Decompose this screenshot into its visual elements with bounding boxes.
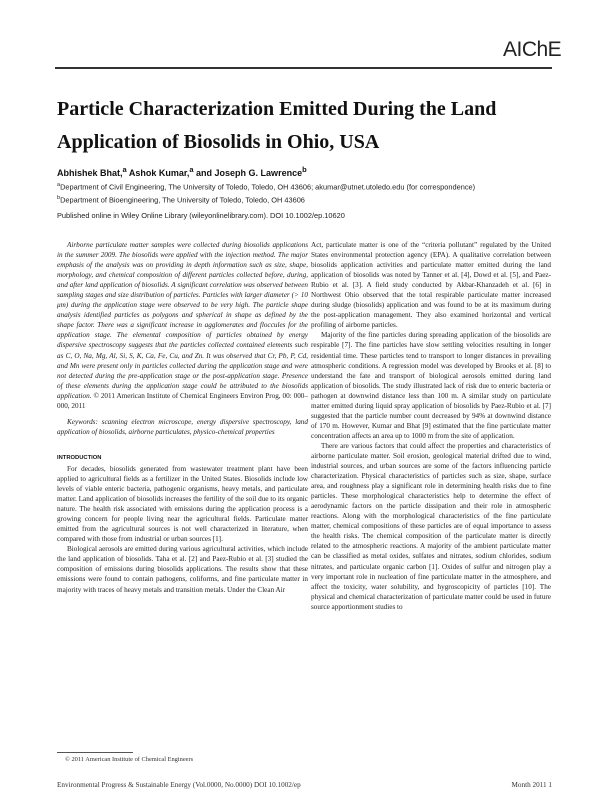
body-paragraph-1: Act, particulate matter is one of the “criteria pollutant” regulated by the United States environmental protection agency (EPA). A qualitative correlation between biosolids application activities and particulate matter emitted during the land application of biosolids was noted by Tanner et al. [4], Dowd et al. [5], and Paez-Rubio et al. [3]. A field study conducted by Akbar-Khanzadeh et al. [6] in Northwest Ohio observed that the total respirable particulate matter increased during sludge (biosolids) application and was found to be at its maximum during the post-application management. They also examined horizontal and vertical profiling of airborne particles. (311, 241, 551, 330)
author-name: and Joseph G. Lawrence (193, 168, 303, 178)
affiliation-a (57, 180, 475, 192)
intro-paragraph-2: Biological aerosols are emitted during various agricultural activities, which include the land application of biosolids. Taha et al. [2] and Paez-Rubio et al. [3] studied the composition of emissions during biosolids applications. The results show that these emissions were found to contain pathogens, coliforms, and fine particulate matter in majority with traces of heavy metals and transition metals. Under the Clean Air (57, 545, 308, 594)
body-paragraph-2: Majority of the fine particles during spreading application of the biosolids are respirable [7]. The fine particles have slow settling velocities resulting in longer residential time. These particles tend to transport to longer distances in prevailing atmospheric conditions. A regression model was developed by Brooks et al. [8] to understand the fate and transport of biological aerosols emitted during land application of biosolids. The study illustrated lack of risk due to enteric bacteria or pathogen at downwind distance less than 100 m. A similar study on particulate matter emitted during liquid spray application of biosolids by Paez-Rubio et al. [7] suggested that the particle number count decreased by 94% at downwind distance of 170 m. However, Kumar and Bhat [9] estimated that the fine particulate matter concentration affects an area up to 1000 m from the site of application. (311, 331, 551, 440)
aiche-logo: AIChE (503, 38, 562, 61)
body-paragraph-3: There are various factors that could affect the properties and characteristics of airborne particulate matter. Soil erosion, geological material drifted due to wind, industrial sources, and urban sources are some of the factors influencing particle characterization. Physical characteristics of particles such as size, shape, surface area, and roughness play a significant role in determining health risks due to fine particles. These morphological characteristics help to determine the effect of aerodynamic factors on the particle dissipation and their role in atmospheric reactions. Along with the morphological characteristics of the fine particulate matter, chemical compositions of these particles are of equal importance to assess the health risks. The chemical composition of the particulate matter is directly related to the atmospheric reactions. A majority of the ambient particulate matter can be classified as metal oxides, sulfates and nitrates, sodium chlorides, sodium nitrates, and particulate organic carbon [1]. Oxides of sulfur and nitrogen play a very important role in nucleation of fine particulate matter in the atmosphere, and affect the toxicity, water solubility, and hygroscopicity of particles [10]. The physical and chemical characterization of particulate matter could be used in future source apportionment studies to (311, 441, 551, 611)
page-number: Month 2011 1 (511, 781, 552, 789)
article-title: Particle Characterization Emitted During the Land Application of Biosolids in Ohio, USA (57, 98, 497, 153)
author-sup: a (122, 165, 127, 174)
author-name: Ashok Kumar, (126, 168, 190, 178)
author-sup: a (189, 165, 194, 174)
author-name: Abhishek Bhat, (57, 168, 123, 178)
author-sup: b (302, 165, 307, 174)
journal-footer: Environmental Progress & Sustainable Energy (Vol.0000, No.0000) DOI 10.1002/ep (57, 781, 301, 789)
header-rule (55, 67, 552, 69)
right-column (311, 240, 551, 612)
affiliation-sup: b (57, 195, 61, 201)
author-list (57, 165, 307, 178)
copyright-footnote: © 2011 American Institute of Chemical Engineers (65, 756, 194, 763)
affiliation-text: Department of Bioengineering, The University of Toledo, Toledo, OH 43606 (60, 195, 305, 205)
abstract (57, 240, 308, 411)
affiliation-sup: a (57, 182, 61, 188)
left-column (57, 240, 308, 595)
publication-info: Published online in Wiley Online Library (wileyonlinelibrary.com). DOI 10.1002/ep.10620 (57, 211, 345, 220)
keywords: Keywords: scanning electron microscope, energy dispersive spectroscopy, land application of biosolids, airborne particulates, physico-chemical properties (57, 417, 308, 436)
intro-paragraph-1: For decades, biosolids generated from wastewater treatment plant have been applied to agricultural fields as a fertilizer in the United States. Biosolids include low levels of viable enteric bacteria, pathogenic organisms, heavy metals, and particulate matter. Land application of biosolids increases the fertility of the soil due to its organic nature. The health risk associated with emissions during the application process is a growing concern for people living near the agricultural fields. Particulate matter emitted from the agricultural sources is not well characterized in literature, when compared with those from industrial or urban sources [1]. (57, 464, 308, 544)
section-heading-introduction: INTRODUCTION (57, 454, 102, 461)
affiliation-text: Department of Civil Engineering, The University of Toledo, Toledo, OH 43606; akumar@utnet.utoledo.edu (for correspondence) (60, 182, 476, 192)
footnote-rule (57, 752, 133, 753)
abstract-text: Airborne particulate matter samples were collected during biosolids applications in the summer 2009. The biosolids were applied with the injection method. The major emphasis of the analysis was on providing in depth information such as size, shape, morphology, and chemical composition of different particles collected before, during, and after land application of biosolids. A significant correlation was observed between sampling stages and size distribution of particles. Particles with larger diameter (> 10 μm) during the application stage were observed to be very high. The particle shape analysis identified particles as polygons and spherical in shape as defined by the shape factor. There was a significant increase in agglomerates and floccules for the application stage. The elemental composition of particles obtained by energy dispersive spectroscopy suggests that the particles collected contained elements such as C, O, Na, Mg, Al, Si, S, K, Ca, Fe, Cu, and Zn. It was observed that Cr, Pb, P, Cd, and Mn were present only in particles collected during the application stage and were not detected during the pre-application stage or the post-application stage. Presence of these elements during the application stage could be attributed to the biosolids application. (57, 241, 308, 400)
abstract-copyright: © 2011 American Institute of Chemical Engineers Environ Prog, 00: 000–000, 2011 (57, 391, 308, 410)
affiliation-b (57, 193, 305, 205)
